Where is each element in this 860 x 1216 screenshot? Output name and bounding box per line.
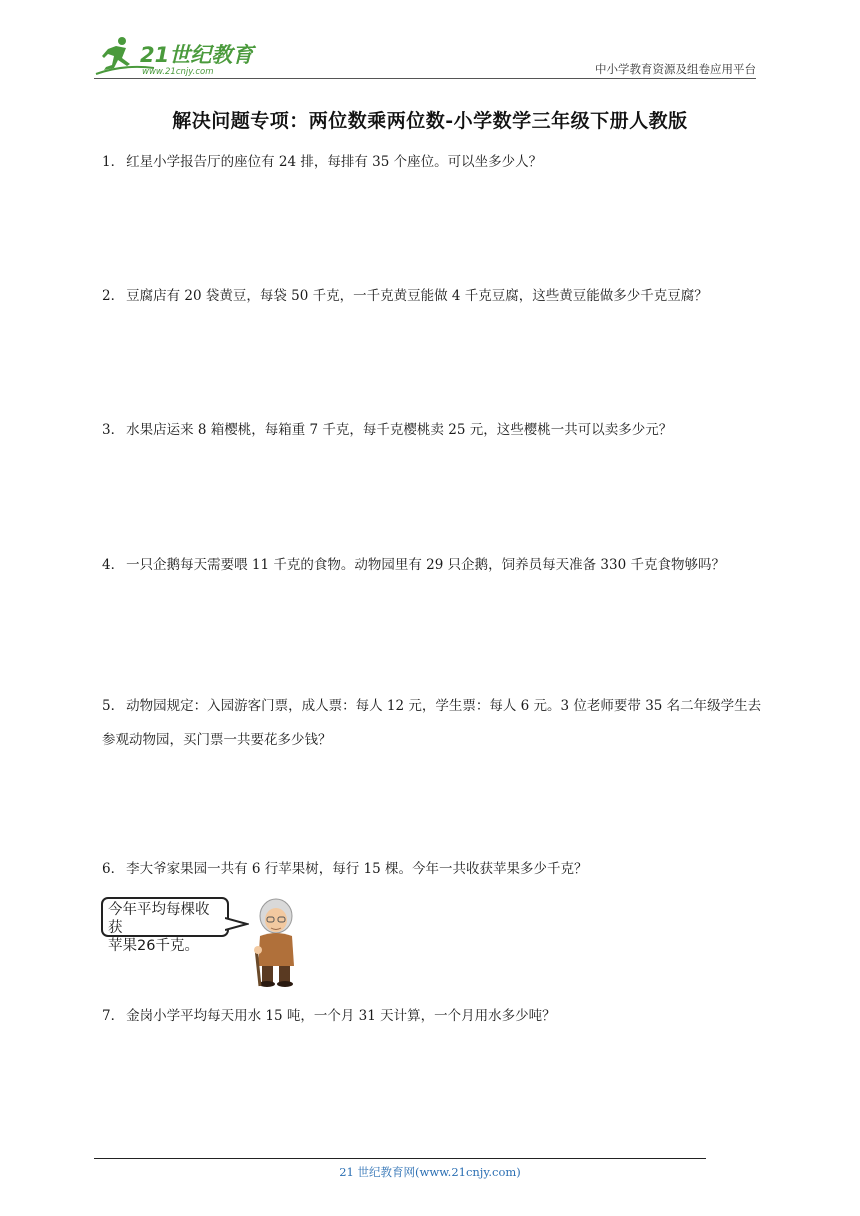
platform-tagline: 中小学教育资源及组卷应用平台 [595,62,756,76]
question-number: 2． [102,288,125,304]
page-title: 解决问题专项：两位数乘两位数-小学数学三年级下册人教版 [172,110,688,132]
logo-text: 21世纪教育 [140,43,254,67]
question-text: 水果店运来 8 箱樱桃，每箱重 7 千克，每千克樱桃卖 25 元，这些樱桃一共可以卖多少元？ [126,422,673,438]
bubble-line-1: 今年平均每棵收获 [108,902,210,936]
site-logo [94,34,264,80]
question-text: 金岗小学平均每天用水 15 吨，一个月 31 天计算，一个月用水多少吨？ [126,1008,556,1024]
grandpa-illustration [244,896,308,988]
question-number: 4． [102,557,125,573]
header-divider [94,78,756,79]
question-number: 3． [102,422,125,438]
question-text: 动物园规定：入园游客门票，成人票：每人 12 元，学生票：每人 6 元。3 位老师要带 35 名二年级学生去参观动物园，买门票一共要花多少钱？ [102,698,762,748]
question-3 [102,418,762,442]
question-text: 一只企鹅每天需要喂 11 千克的食物。动物园里有 29 只企鹅，饲养员每天准备 330 千克食物够吗？ [126,557,725,573]
question-number: 1． [102,154,125,170]
logo-url: www.21cnjy.com [142,67,214,77]
question-1 [102,150,762,174]
question-2 [102,284,762,308]
question-number: 7． [102,1008,125,1024]
question-text: 李大爷家果园一共有 6 行苹果树，每行 15 棵。今年一共收获苹果多少千克？ [126,861,588,877]
question-7 [102,1004,762,1028]
question-6 [102,857,762,881]
question-5 [102,689,762,757]
question-text: 豆腐店有 20 袋黄豆，每袋 50 千克，一千克黄豆能做 4 千克豆腐，这些黄豆能做多少千克豆腐？ [126,288,708,304]
question-4 [102,553,762,577]
footer-divider [94,1158,706,1159]
question-number: 5． [102,698,125,714]
speech-bubble [101,897,229,954]
bubble-line-2: 苹果26千克。 [108,938,199,954]
question-number: 6． [102,861,125,877]
footer-link[interactable]: 21 世纪教育网(www.21cnjy.com) [339,1165,521,1179]
question-text: 红星小学报告厅的座位有 24 排，每排有 35 个座位。可以坐多少人？ [126,154,543,170]
